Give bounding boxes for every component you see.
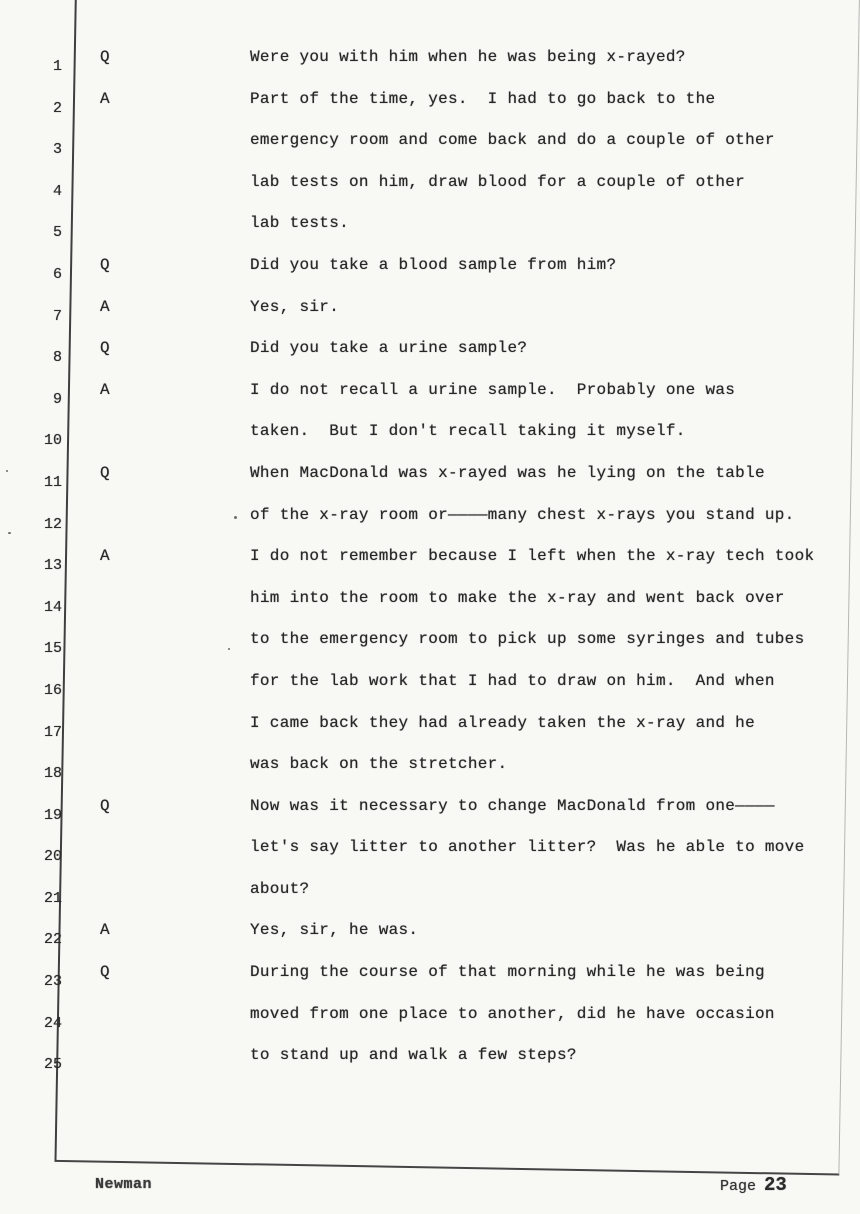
line-text: moved from one place to another, did he have occasion <box>250 1004 775 1023</box>
transcript-line <box>0 254 860 296</box>
line-number: 16 <box>43 681 62 699</box>
line-text: Were you with him when he was being x-rayed? <box>250 48 686 66</box>
speaker-label: Q <box>100 48 110 66</box>
transcript-line <box>0 836 860 878</box>
line-text: Did you take a blood sample from him? <box>250 255 617 274</box>
line-text: for the lab work that I had to draw on him. And when <box>250 671 775 690</box>
scan-speck <box>228 648 230 650</box>
line-text: I do not remember because I left when the x-ray tech took <box>250 547 815 566</box>
witness-name: Newman <box>95 1176 153 1193</box>
line-text: about? <box>250 879 310 898</box>
line-number: 5 <box>52 224 62 242</box>
transcript-line <box>0 670 860 712</box>
page-number: 23 <box>764 1174 787 1196</box>
line-number: 25 <box>43 1056 62 1074</box>
line-number: 23 <box>43 973 62 991</box>
scan-speck <box>6 470 8 472</box>
speaker-label: Q <box>100 463 110 482</box>
line-number: 8 <box>52 349 62 367</box>
transcript-line <box>0 795 860 837</box>
line-number: 10 <box>43 432 62 450</box>
line-text: I do not recall a urine sample. Probably one was <box>250 380 736 399</box>
scan-speck <box>234 516 237 519</box>
transcript-body <box>0 46 860 1086</box>
line-text: to the emergency room to pick up some syringes and tubes <box>250 630 805 649</box>
transcript-line <box>0 420 860 462</box>
transcript-line <box>0 379 860 421</box>
line-text: lab tests. <box>250 214 350 233</box>
line-number: 2 <box>52 99 62 117</box>
transcript-line <box>0 712 860 754</box>
line-number: 11 <box>43 473 62 491</box>
transcript-line <box>0 1003 860 1045</box>
line-text: Part of the time, yes. I had to go back to the <box>250 89 716 108</box>
line-text: Yes, sir. <box>250 297 340 316</box>
line-number: 21 <box>43 889 62 907</box>
line-number: 6 <box>52 265 62 283</box>
transcript-line <box>0 1044 860 1086</box>
transcript-line <box>0 212 860 254</box>
line-number: 18 <box>43 765 62 783</box>
line-number: 24 <box>43 1014 62 1032</box>
line-number: 14 <box>43 598 62 616</box>
line-text: of the x-ray room or————many chest x-rays you stand up. <box>250 505 795 524</box>
transcript-line <box>0 753 860 795</box>
line-number: 7 <box>52 307 62 325</box>
transcript-line <box>0 878 860 920</box>
line-number: 12 <box>43 515 62 533</box>
line-number: 19 <box>43 806 62 824</box>
speaker-label: Q <box>100 255 110 274</box>
transcript-line <box>0 961 860 1003</box>
transcript-line <box>0 587 860 629</box>
line-text: him into the room to make the x-ray and went back over <box>250 588 785 607</box>
speaker-label: A <box>100 380 110 399</box>
line-number: 20 <box>43 848 62 866</box>
page-number-block <box>720 1174 787 1196</box>
line-text: was back on the stretcher. <box>250 755 508 774</box>
speaker-label: A <box>100 89 110 108</box>
speaker-label: Q <box>100 963 110 982</box>
line-text: When MacDonald was x-rayed was he lying on the table <box>250 463 765 482</box>
line-number: 3 <box>52 141 62 159</box>
page-label: Page <box>720 1178 757 1195</box>
line-number: 22 <box>43 931 62 949</box>
line-text: emergency room and come back and do a couple of other <box>250 131 775 150</box>
speaker-label: A <box>100 921 110 940</box>
speaker-label: A <box>100 547 110 566</box>
speaker-label: Q <box>100 339 110 358</box>
transcript-line <box>0 462 860 504</box>
line-number: 17 <box>43 723 62 741</box>
line-text: lab tests on him, draw blood for a couple of other <box>250 172 746 191</box>
line-text: let's say litter to another litter? Was he able to move <box>250 838 805 857</box>
line-text: During the course of that morning while he was being <box>250 963 765 982</box>
transcript-line <box>0 919 860 961</box>
transcript-line <box>0 628 860 670</box>
transcript-line <box>0 88 860 130</box>
line-text: Now was it necessary to change MacDonald from one———— <box>250 796 775 815</box>
line-text: to stand up and walk a few steps? <box>250 1046 577 1065</box>
line-text: Did you take a urine sample? <box>250 339 528 358</box>
speaker-label: A <box>100 297 110 316</box>
transcript-line <box>0 504 860 546</box>
line-number: 4 <box>52 182 62 200</box>
transcript-line <box>0 296 860 338</box>
transcript-line <box>0 129 860 171</box>
line-text: Yes, sir, he was. <box>250 921 419 940</box>
transcript-line <box>0 171 860 213</box>
line-number: 15 <box>43 640 62 658</box>
speaker-label: Q <box>100 796 110 815</box>
transcript-line <box>0 545 860 587</box>
transcript-line <box>0 46 860 88</box>
line-text: I came back they had already taken the x-ray and he <box>250 713 755 732</box>
line-number: 9 <box>52 390 62 408</box>
transcript-line <box>0 337 860 379</box>
scan-speck <box>8 532 11 534</box>
line-number: 1 <box>52 58 62 75</box>
line-text: taken. But I don't recall taking it myself. <box>250 422 686 441</box>
line-number: 13 <box>43 557 62 575</box>
